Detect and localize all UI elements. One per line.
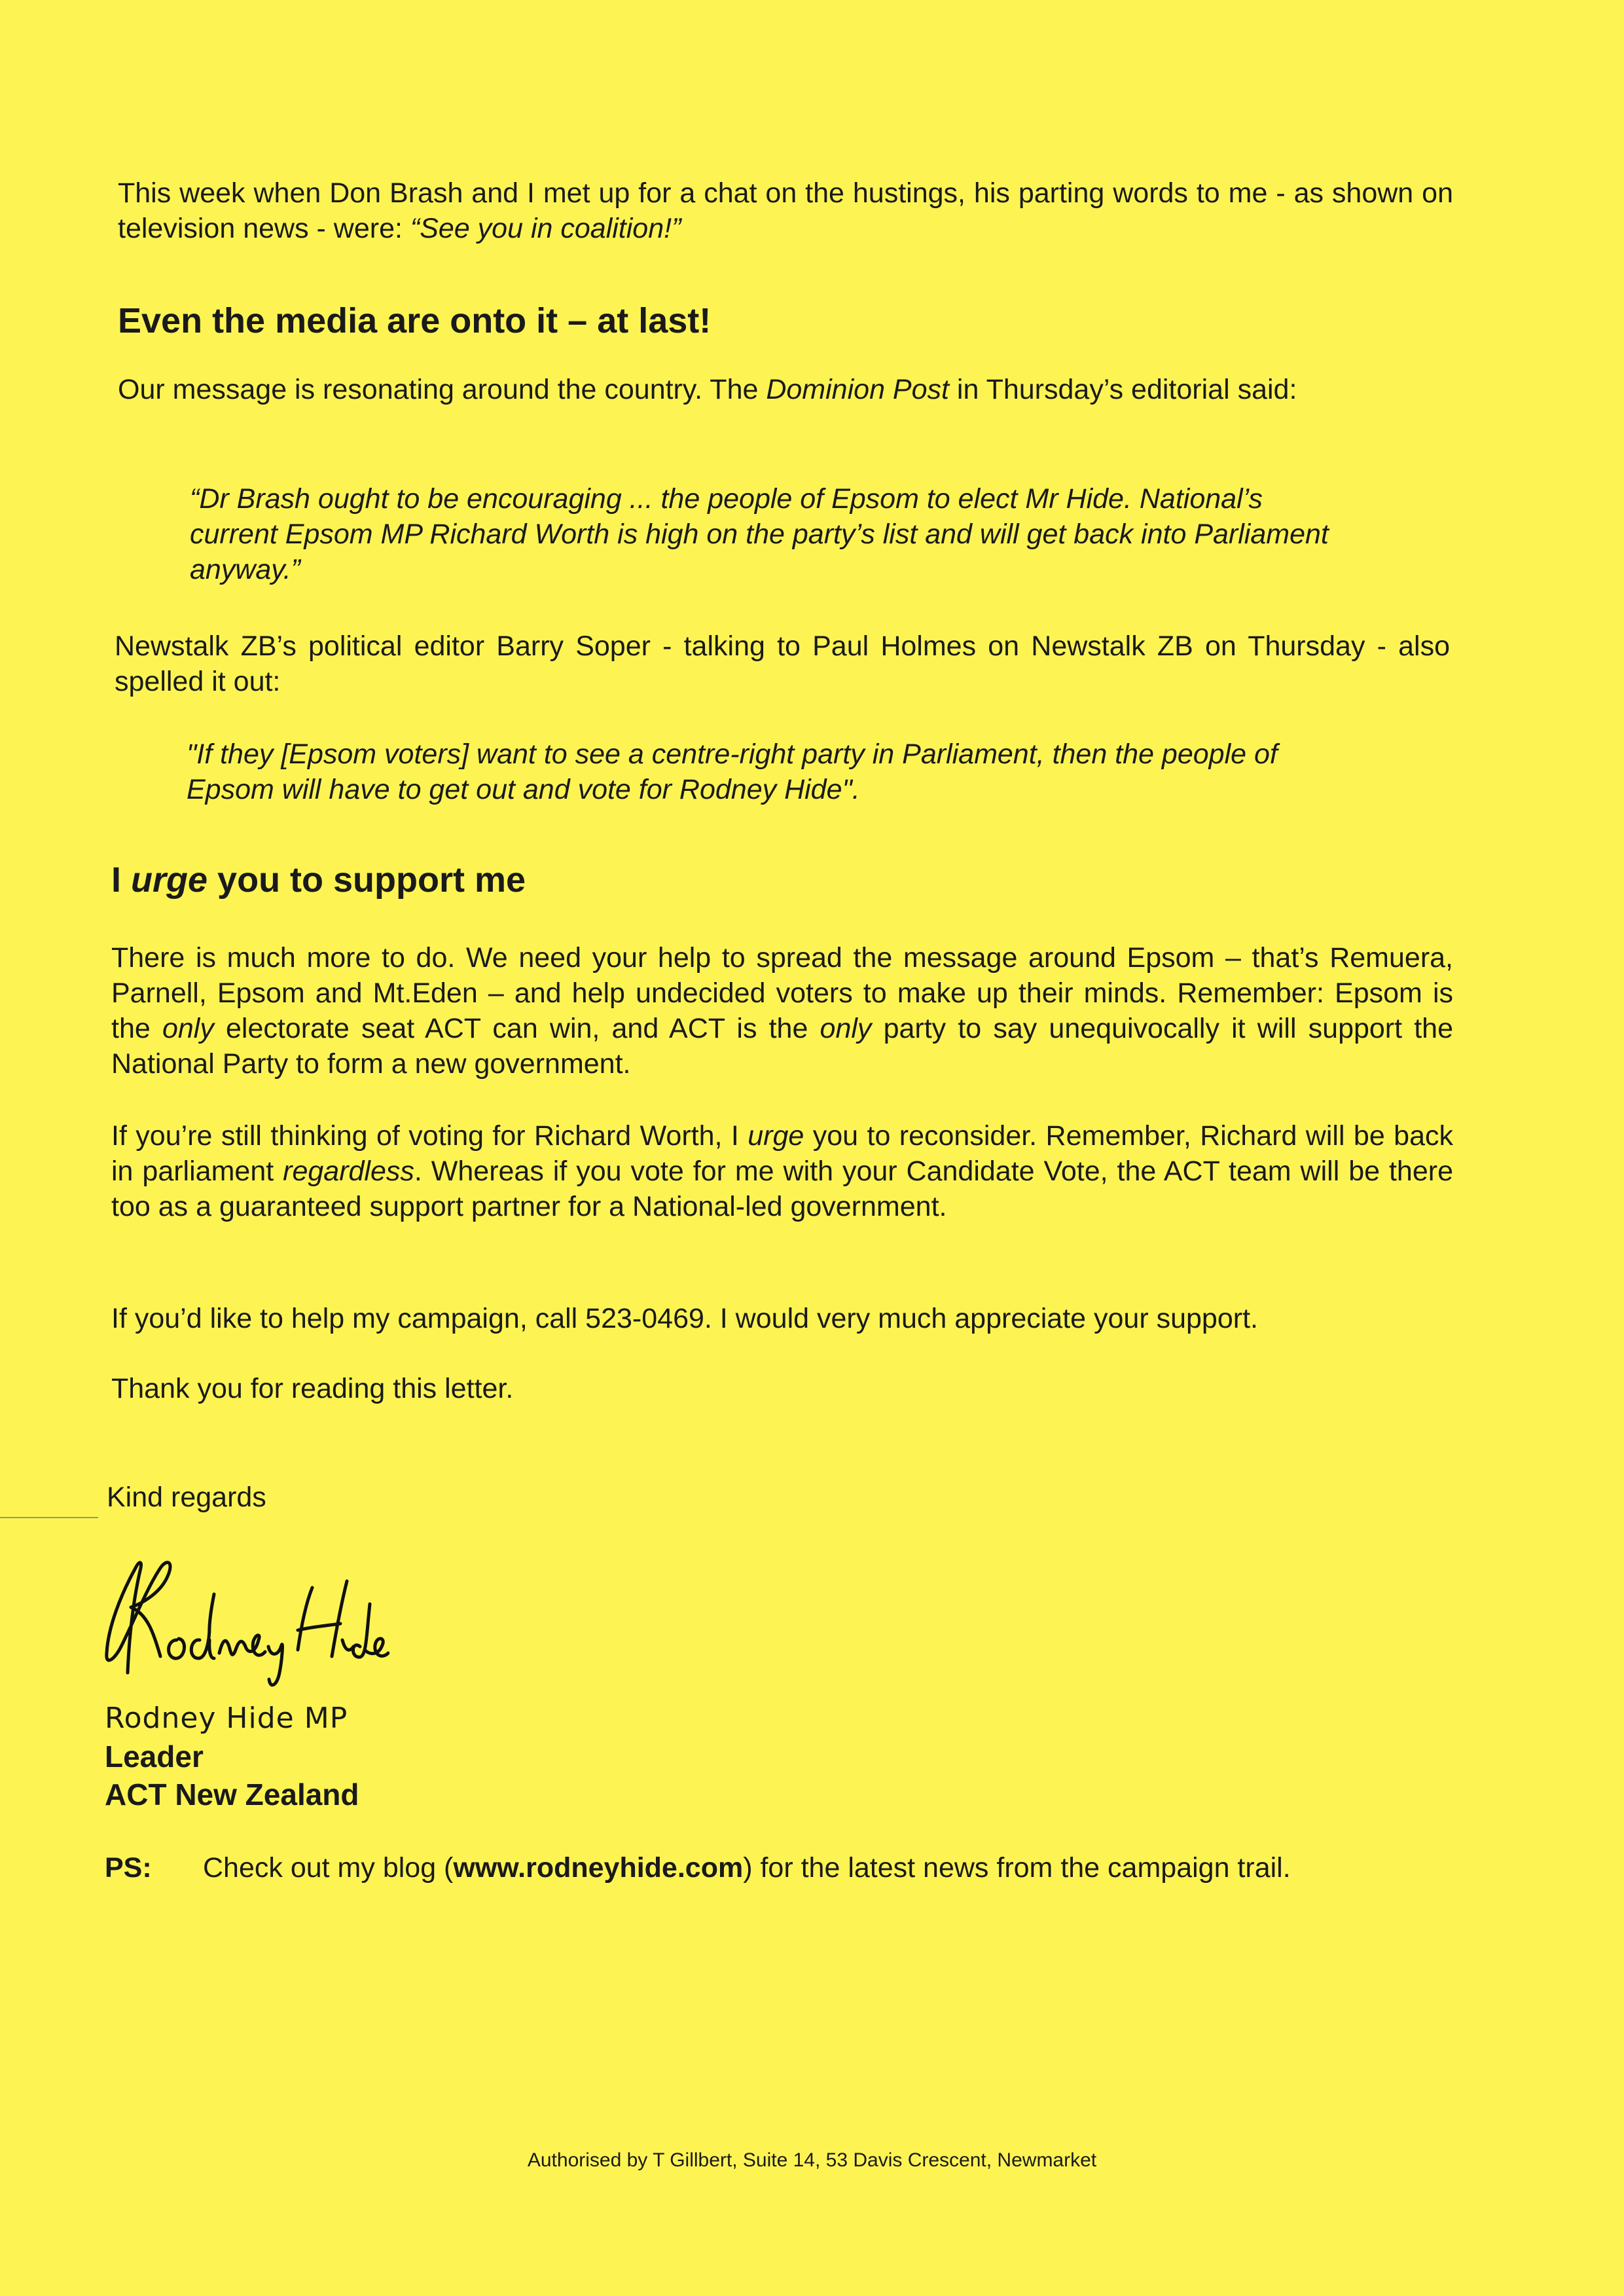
ps-label: PS: — [105, 1852, 152, 1884]
newstalk-quote: "If they [Epsom voters] want to see a centre-right party in Parliament, then the people of Epsom will have to get out and vote for Rodney Hide". — [187, 738, 1278, 805]
help-text-b: electorate seat ACT can win, and ACT is the — [213, 1013, 820, 1044]
support-heading-emphasis: urge — [131, 860, 208, 900]
signature-drawing — [101, 1542, 389, 1692]
reconsider-paragraph — [111, 1118, 1453, 1224]
ps-text-b: ) for the latest news from the campaign trail. — [743, 1852, 1291, 1884]
intro-text: This week when Don Brash and I met up for a chat on the hustings, his parting words to me - as shown on television news - were: — [118, 177, 1453, 244]
help-text-c: party to say unequivocally it will support the National Party to form a new government. — [111, 1013, 1454, 1080]
help-paragraph — [111, 940, 1453, 1082]
reconsider-emphasis-2: regardless — [283, 1156, 414, 1187]
kind-regards: Kind regards — [107, 1482, 266, 1513]
thank-you-paragraph: Thank you for reading this letter. — [111, 1373, 514, 1404]
help-text-a: There is much more to do. We need your help to spread the message around Epsom – that’s Remuera, Parnell, Epsom and Mt.Eden – and help undecided voters to make up their minds. Remember: Epsom is the — [111, 942, 1453, 1044]
support-heading-text-b: you to support me — [208, 860, 526, 900]
intro-quote: “See you in coalition!” — [410, 213, 681, 244]
media-paragraph — [118, 372, 1453, 407]
intro-paragraph — [118, 175, 1453, 246]
reconsider-text-a: If you’re still thinking of voting for Richard Worth, I — [111, 1120, 748, 1152]
help-emphasis-1: only — [162, 1013, 214, 1044]
section-heading-support — [111, 859, 1453, 901]
help-emphasis-2: only — [820, 1013, 872, 1044]
dominion-post-name: Dominion Post — [766, 374, 949, 405]
dominion-post-quote: “Dr Brash ought to be encouraging ... the people of Epsom to elect Mr Hide. National’s current Epsom MP Richard Worth is high on the party’s list and will get back into Parliament anyway.” — [190, 483, 1329, 585]
blog-url: www.rodneyhide.com — [453, 1852, 744, 1884]
newstalk-paragraph: Newstalk ZB’s political editor Barry Soper - talking to Paul Holmes on Newstalk ZB on Thursday - also spelled it out: — [115, 630, 1450, 697]
authorisation-statement: Authorised by T Gillbert, Suite 14, 53 Davis Crescent, Newmarket — [527, 2149, 1097, 2171]
reconsider-text-c: . Whereas if you vote for me with your Candidate Vote, the ACT team will be there too as a guaranteed support partner for a National-led government. — [111, 1156, 1453, 1222]
media-paragraph-text-a: Our message is resonating around the country. The — [118, 374, 767, 405]
support-heading-text-a: I — [111, 860, 132, 900]
margin-mark — [0, 1517, 98, 1518]
reconsider-emphasis-1: urge — [748, 1120, 804, 1152]
media-paragraph-text-b: in Thursday’s editorial said: — [948, 374, 1297, 405]
reconsider-text-b: you to reconsider. Remember, Richard will be back in parliament — [111, 1120, 1453, 1187]
signatory-title: Leader — [105, 1740, 204, 1774]
campaign-call-paragraph: If you’d like to help my campaign, call 523-0469. I would very much appreciate your support. — [111, 1303, 1258, 1334]
ps-text-a: Check out my blog ( — [203, 1852, 454, 1884]
signature-image — [101, 1542, 389, 1696]
signatory-name: Rodney Hide MP — [105, 1702, 348, 1735]
ps-paragraph — [105, 1850, 1479, 1886]
signatory-organisation: ACT New Zealand — [105, 1777, 359, 1812]
section-heading-media: Even the media are onto it – at last! — [118, 301, 712, 340]
